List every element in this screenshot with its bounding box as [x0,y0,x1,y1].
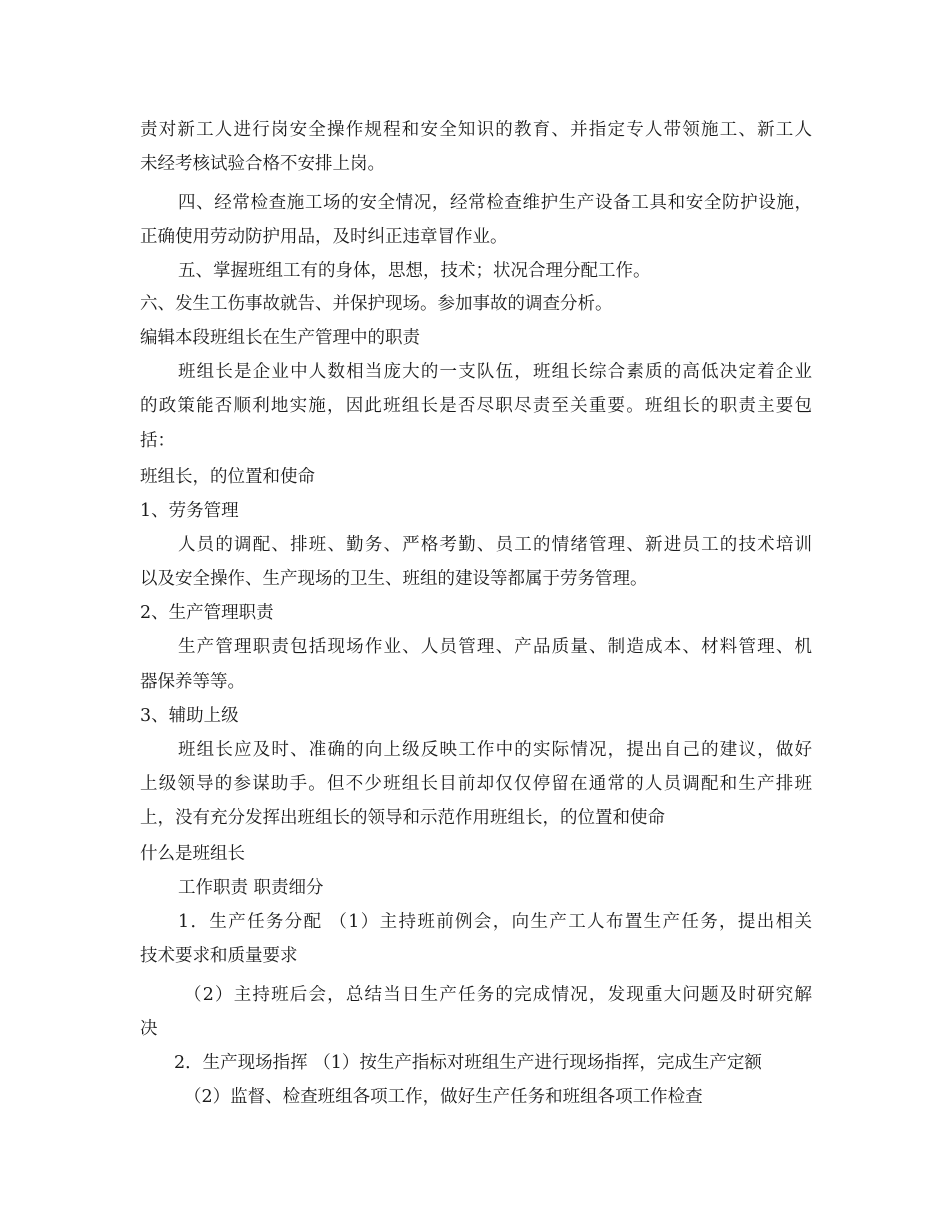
text-line: 班组长，的位置和使命 [140,467,315,487]
text-line: 责对新工人进行岗安全操作规程和安全知识的教育、并指定专人带领施工、新工人 [140,120,812,140]
text-line: 六、发生工伤事故就告、并保护现场。参加事故的调查分析。 [140,294,613,314]
subheading: 1、劳务管理 [140,501,239,521]
text-line: 未经考核试验合格不安排上岗。 [140,154,385,174]
subheading: 3、辅助上级 [140,706,239,726]
section-heading: 编辑本段班组长在生产管理中的职责 [140,328,420,348]
text-line: 班组长是企业中人数相当庞大的一支队伍，班组长综合素质的高低决定着企业 [178,362,812,382]
text-line: 以及安全操作、生产现场的卫生、班组的建设等都属于劳务管理。 [140,569,648,589]
text-line: （2）主持班后会，总结当日生产任务的完成情况，发现重大问题及时研究解 [184,985,812,1005]
text-line: 工作职责 职责细分 [178,878,324,898]
text-line: 生产管理职责包括现场作业、人员管理、产品质量、制造成本、材料管理、机 [178,637,812,657]
text-line: 1．生产任务分配 （1）主持班前例会，向生产工人布置生产任务，提出相关 [178,912,812,932]
text-line: 的政策能否顺利地实施，因此班组长是否尽职尽责至关重要。班组长的职责主要包 [140,396,812,416]
text-line: 器保养等等。 [140,672,245,692]
text-line: 技术要求和质量要求 [140,946,298,966]
text-line: 班组长应及时、准确的向上级反映工作中的实际情况，提出自己的建议，做好 [178,740,812,760]
text-line: 2．生产现场指挥 （1）按生产指标对班组生产进行现场指挥，完成生产定额 [174,1053,762,1073]
text-line: 括： [140,431,175,451]
text-line: 正确使用劳动防护用品，及时纠正违章冒作业。 [140,227,508,247]
text-line: 四、经常检查施工场的安全情况，经常检查维护生产设备工具和安全防护设施， [178,193,812,213]
text-line: 上，没有充分发挥出班组长的领导和示范作用班组长，的位置和使命 [140,808,665,828]
text-line: 决 [140,1019,158,1039]
text-line: 人员的调配、排班、勤务、严格考勤、员工的情绪管理、新进员工的技术培训 [178,535,812,555]
text-line: 五、掌握班组工有的身体，思想，技术；状况合理分配工作。 [178,261,651,281]
text-line: （2）监督、检查班组各项工作，做好生产任务和班组各项工作检查 [184,1087,703,1107]
text-line: 上级领导的参谋助手。但不少班组长目前却仅仅停留在通常的人员调配和生产排班 [140,774,812,794]
subheading: 什么是班组长 [140,844,245,864]
subheading: 2、生产管理职责 [140,603,274,623]
